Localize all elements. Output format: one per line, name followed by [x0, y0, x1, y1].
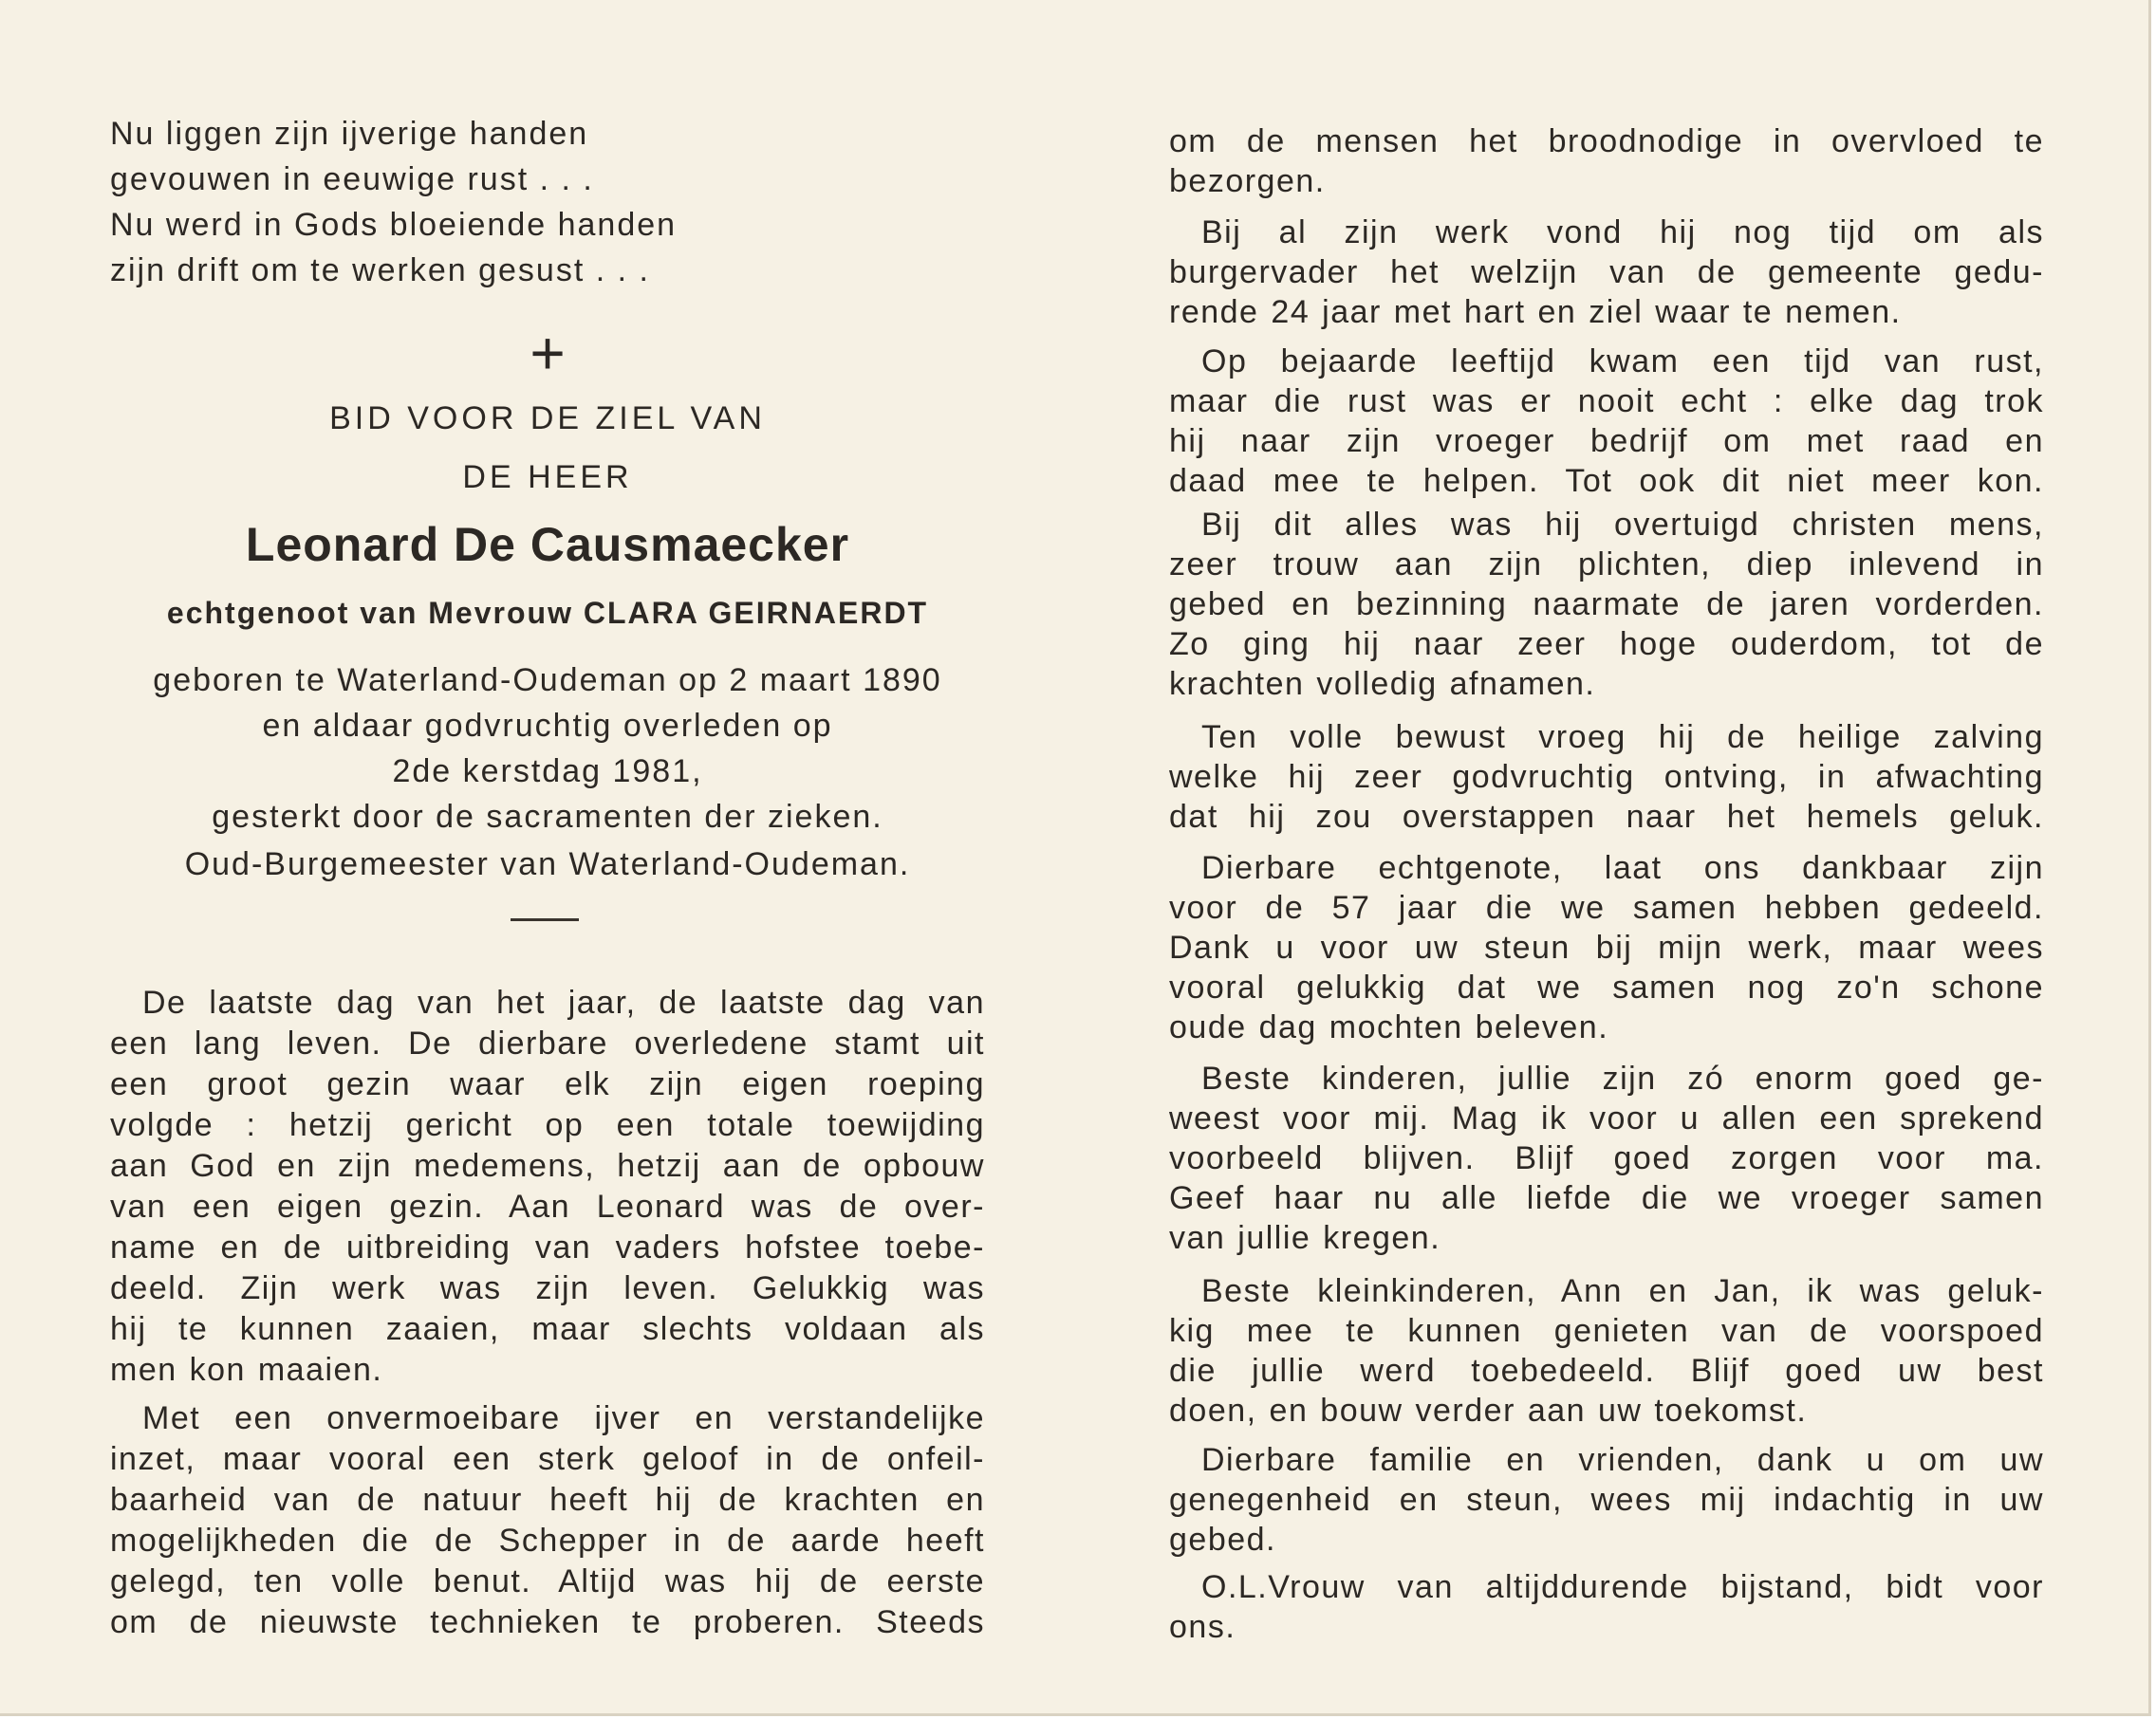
deceased-name: Leonard De Causmaecker: [245, 518, 850, 571]
text-line: men kon maaien.: [110, 1352, 383, 1388]
text-line: Dierbare familie en vrienden, dank u om uw: [1201, 1442, 2044, 1478]
text-line: mogelijkheden die de Schepper in de aarde heeft: [110, 1523, 985, 1559]
text-paragraph: [1169, 342, 2044, 501]
role-line: Oud-Burgemeester van Waterland-Oudeman.: [184, 846, 911, 882]
text-line: Beste kleinkinderen, Ann en Jan, ik was geluk-: [1201, 1273, 2044, 1309]
text-line: aan God en zijn medemens, hetzij aan de opbouw: [110, 1148, 985, 1184]
text-line: burgervader het welzijn van de gemeente gedu-: [1169, 254, 2044, 290]
text-line: oude dag mochten beleven.: [1169, 1009, 1609, 1045]
text-line: gebed.: [1169, 1522, 1276, 1558]
text-line: om de mensen het broodnodige in overvloed te: [1169, 123, 2044, 159]
text-line: een lang leven. De dierbare overledene stamt uit: [110, 1026, 985, 1062]
text-line: maar die rust was er nooit echt : elke dag trok: [1169, 383, 2044, 419]
text-line: weest voor mij. Mag ik voor u allen een sprekend: [1169, 1100, 2044, 1137]
poem-line: Nu liggen zijn ijverige handen: [110, 116, 589, 152]
biography-paragraph-2: [110, 1398, 985, 1643]
text-line: dat hij zou overstappen naar het hemels geluk.: [1169, 799, 2044, 835]
text-line: Dierbare echtgenote, laat ons dankbaar zijn: [1201, 850, 2044, 886]
text-line: Ten volle bewust vroeg hij de heilige zalving: [1201, 719, 2044, 755]
text-line: gelegd, ten volle benut. Altijd was hij de eerste: [110, 1563, 985, 1599]
text-line: een groot gezin waar elk zijn eigen roeping: [110, 1066, 985, 1102]
poem-line: gevouwen in eeuwige rust . . .: [110, 161, 594, 197]
text-line: name en de uitbreiding van vaders hofstee toebe-: [110, 1229, 985, 1266]
text-line: inzet, maar vooral een sterk geloof in de onfeil-: [110, 1441, 985, 1477]
birth-line: geboren te Waterland-Oudeman op 2 maart 1890: [153, 662, 942, 698]
text-paragraph: [1169, 1271, 2044, 1431]
text-paragraph: [1169, 121, 2044, 201]
text-line: krachten volledig afnamen.: [1169, 666, 1596, 702]
text-line: om de nieuwste technieken te proberen. Steeds: [110, 1604, 985, 1640]
text-line: voorbeeld blijven. Blijf goed zorgen voor ma.: [1169, 1140, 2044, 1176]
text-line: gebed en bezinning naarmate de jaren vorderden.: [1169, 586, 2044, 622]
text-paragraph: [1169, 848, 2044, 1047]
right-column: [1169, 0, 2044, 1708]
text-line: Met een onvermoeibare ijver en verstandelijke: [142, 1400, 985, 1436]
text-line: van een eigen gezin. Aan Leonard was de over-: [110, 1189, 985, 1225]
text-line: voor de 57 jaar die we samen hebben gedeeld.: [1169, 890, 2044, 926]
text-line: Op bejaarde leeftijd kwam een tijd van rust,: [1201, 343, 2044, 379]
text-line: De laatste dag van het jaar, de laatste dag van: [142, 985, 985, 1021]
text-line: Dank u voor uw steun bij mijn werk, maar wees: [1169, 930, 2044, 966]
spouse-line: echtgenoot van Mevrouw CLARA GEIRNAERDT: [166, 596, 929, 630]
text-line: hij te kunnen zaaien, maar slechts voldaan als: [110, 1311, 985, 1347]
text-line: Bij dit alles was hij overtuigd christen mens,: [1201, 507, 2044, 543]
separator-dash: [511, 918, 579, 921]
text-line: ons.: [1169, 1609, 1236, 1645]
sacraments-line: gesterkt door de sacramenten der zieken.: [212, 799, 883, 835]
text-line: baarheid van de natuur heeft hij de krachten en: [110, 1482, 985, 1518]
text-line: doen, en bouw verder aan uw toekomst.: [1169, 1393, 1808, 1429]
text-line: volgde : hetzij gericht op een totale toewijding: [110, 1107, 985, 1143]
text-paragraph: [1169, 717, 2044, 837]
text-line: Geef haar nu alle liefde die we vroeger samen: [1169, 1180, 2044, 1216]
text-line: deeld. Zijn werk was zijn leven. Gelukkig was: [110, 1270, 985, 1306]
poem-line: zijn drift om te werken gesust . . .: [110, 252, 650, 288]
text-line: welke hij zeer godvruchtig ontving, in afwachting: [1169, 759, 2044, 795]
text-line: daad mee te helpen. Tot ook dit niet meer kon.: [1169, 463, 2044, 499]
text-line: kig mee te kunnen genieten van de voorspoed: [1169, 1313, 2044, 1349]
text-line: van jullie kregen.: [1169, 1220, 1441, 1256]
cross-icon: +: [530, 319, 566, 387]
text-line: Beste kinderen, jullie zijn zó enorm goed ge-: [1201, 1061, 2044, 1097]
text-line: vooral gelukkig dat we samen nog zo'n schone: [1169, 970, 2044, 1006]
text-paragraph: [1169, 1059, 2044, 1258]
text-paragraph: [1169, 213, 2044, 332]
left-column: [110, 0, 985, 1708]
text-line: rende 24 jaar met hart en ziel waar te nemen.: [1169, 294, 1902, 330]
text-paragraph: [1169, 1440, 2044, 1560]
text-paragraph: [1169, 505, 2044, 704]
text-line: O.L.Vrouw van altijddurende bijstand, bidt voor: [1201, 1569, 2044, 1605]
biography-paragraph-1: [110, 983, 985, 1391]
text-line: bezorgen.: [1169, 163, 1326, 199]
text-line: Zo ging hij naar zeer hoge ouderdom, tot de: [1169, 626, 2044, 662]
death-date: 2de kerstdag 1981,: [392, 753, 703, 789]
text-line: hij naar zijn vroeger bedrijf om met raad en: [1169, 423, 2044, 459]
text-line: Bij al zijn werk vond hij nog tijd om als: [1201, 214, 2044, 250]
text-line: die jullie werd toebedeeld. Blijf goed uw best: [1169, 1353, 2044, 1389]
text-line: zeer trouw aan zijn plichten, diep inlevend in: [1169, 546, 2044, 582]
poem-line: Nu werd in Gods bloeiende handen: [110, 207, 678, 243]
text-line: genegenheid en steun, wees mij indachtig in uw: [1169, 1482, 2044, 1518]
death-line: en aldaar godvruchtig overleden op: [262, 708, 833, 744]
text-paragraph: [1169, 1567, 2044, 1647]
prayer-heading: BID VOOR DE ZIEL VAN: [329, 400, 766, 436]
prayer-heading-title: DE HEER: [462, 459, 633, 495]
